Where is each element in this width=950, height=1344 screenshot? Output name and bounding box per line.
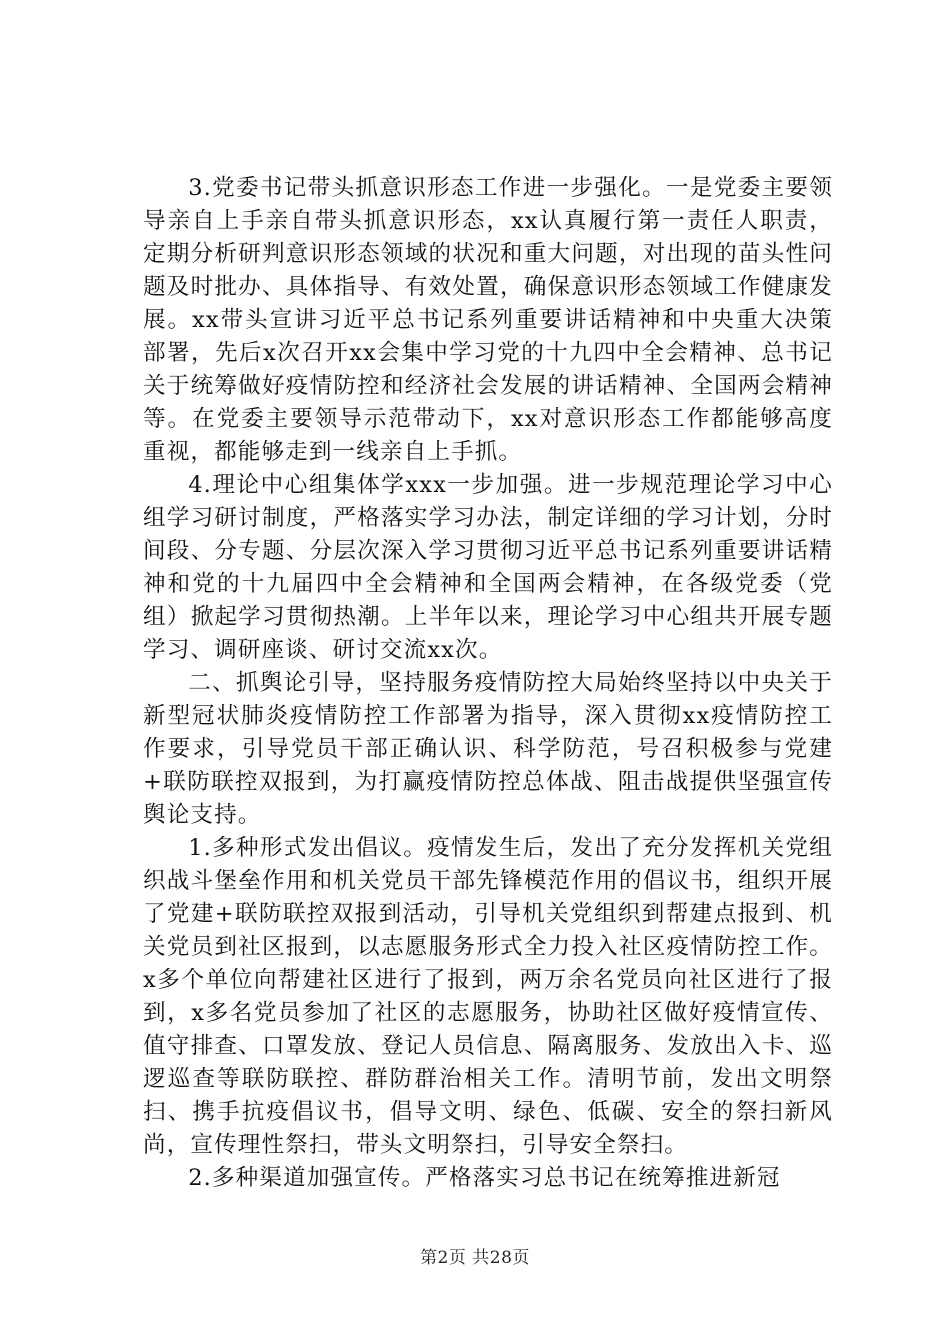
paragraph-publicity-channels: 2.多种渠道加强宣传。严格落实习总书记在统筹推进新冠 (188, 1165, 781, 1191)
document-body (143, 172, 833, 1195)
paragraph-public-opinion-guidance: 二、抓舆论引导，坚持服务疫情防控大局始终坚持以中央关于新型冠状肺炎疫情防控工作部署为指导，深入贯彻xx疫情防控工作要求，引导党员干部正确认识、科学防范，号召积极参与党建+联防联控双报到，为打赢疫情防控总体战、阻击战提供坚强宣传舆论支持。 (143, 670, 833, 828)
paragraph-initiatives: 1.多种形式发出倡议。疫情发生后，发出了充分发挥机关党组织战斗堡垒作用和机关党员干部先锋模范作用的倡议书，组织开展了党建+联防联控双报到活动，引导机关党组织到帮建点报到、机关党员到社区报到，以志愿服务形式全力投入社区疫情防控工作。x多个单位向帮建社区进行了报到，两万余名党员向社区进行了报到，x多名党员参加了社区的志愿服务，协助社区做好疫情宣传、值守排查、口罩发放、登记人员信息、隔离服务、发放出入卡、巡逻巡查等联防联控、群防群治相关工作。清明节前，发出文明祭扫、携手抗疫倡议书，倡导文明、绿色、低碳、安全的祭扫新风尚，宣传理性祭扫，带头文明祭扫，引导安全祭扫。 (143, 835, 833, 1158)
paragraph-theory-study-group: 4.理论中心组集体学xxx一步加强。进一步规范理论学习中心组学习研讨制度，严格落实学习办法，制定详细的学习计划，分时间段、分专题、分层次深入学习贯彻习近平总书记系列重要讲话精神和党的十九届四中全会精神和全国两会精神，在各级党委（党组）掀起学习贯彻热潮。上半年以来，理论学习中心组共开展专题学习、调研座谈、研讨交流xx次。 (143, 472, 833, 663)
paragraph-ideology-leadership: 3.党委书记带头抓意识形态工作进一步强化。一是党委主要领导亲自上手亲自带头抓意识形态，xx认真履行第一责任人职责，定期分析研判意识形态领域的状况和重大问题，对出现的苗头性问题及时批办、具体指导、有效处置，确保意识形态领域工作健康发展。xx带头宣讲习近平总书记系列重要讲话精神和中央重大决策部署，先后x次召开xx会集中学习党的十九四中全会精神、总书记关于统筹做好疫情防控和经济社会发展的讲话精神、全国两会精神等。在党委主要领导示范带动下，xx对意识形态工作都能够高度重视，都能够走到一线亲自上手抓。 (143, 175, 833, 465)
page-number-footer: 第2页 共28页 (420, 1248, 530, 1268)
